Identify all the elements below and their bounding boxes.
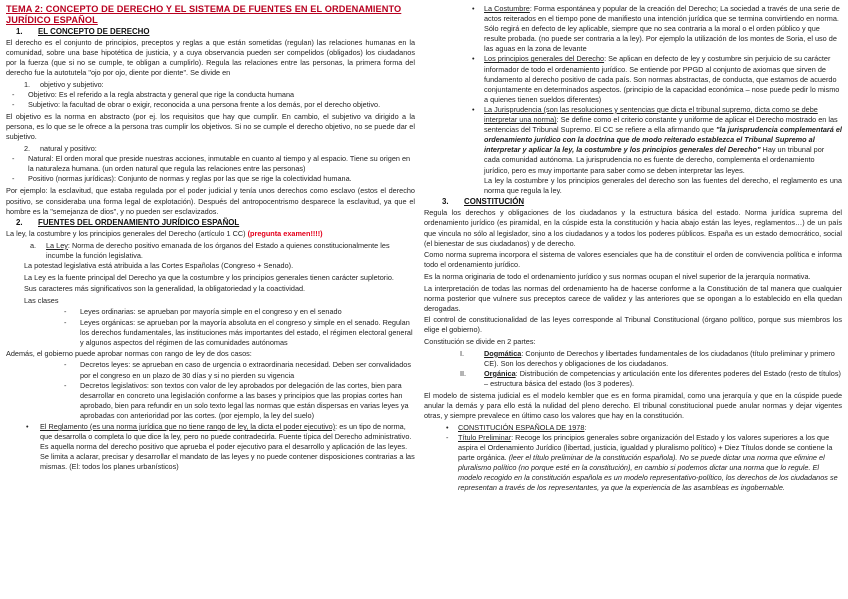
item-text: Es el referido a la regla abstracta y general que rige la conducta humana [56, 90, 295, 100]
item-marker: 1. [24, 79, 31, 89]
document-title: TEMA 2: CONCEPTO DE DERECHO Y EL SISTEMA DE FUENTES EN EL ORDENAMIENTO JURÍDICO ESPAÑOL [6, 4, 402, 25]
bullet-item [424, 54, 842, 104]
item-label: La Ley [46, 240, 68, 250]
item-text: Decretos legislativos: son textos con valor de ley aprobados por delegación de las cortes, bien para desarrollar en concreto una legislación conforme a las bases y principios que las propias cortes han aprobado, bien para refundir en un solo texto legal las normas que están dispersas en varias leyes ya aprobadas con anterioridad por las cortes. (por ejemplo, la ley del suelo) [80, 380, 409, 420]
section-number: 3. [442, 197, 449, 207]
item-text: : Conjunto de Derechos y libertades fundamentales de los ciudadanos (título preliminar y primero CE). Son los derechos y obligaciones de los ciudadanos. [484, 348, 835, 368]
quoted-article: "la jurisprudencia complementará el ordenamiento jurídico con la doctrina que de modo reiterado establezca el Tribunal Supremo al interpretar y aplicar la ley, la costumbre y los principios generales del Derecho" [484, 125, 842, 155]
item-marker: - [12, 90, 15, 100]
item-label: Los principios generales del Derecho [484, 54, 605, 64]
paragraph: La ley la costumbre y los principios generales del derecho son las fuentes del derecho, el reglamento es una norma que regula la ley. [484, 175, 842, 195]
paragraph: La Ley es la fuente principal del Derecho ya que la costumbre y los principios generales tienen carácter supletorio. [24, 272, 394, 282]
item-label: La Costumbre [484, 4, 530, 13]
item-label: Positivo (normas jurídicas): [28, 174, 116, 184]
item-text: : Norma de derecho positivo emanada de los órganos del Estado a quienes constitucionalmente les incumbe la función legislativa. [46, 240, 390, 260]
dash-item [6, 174, 415, 184]
item-label: La Jurisprudencia (son las resoluciones y sentencias que dicta el tribunal supremo, dicta como se debe interpretar una norma) [484, 104, 818, 125]
paragraph: El objetivo es la norma en abstracto (por ej. los requisitos que hay que cumplir. En cambio, el subjetivo va dirigido a la persona, es lo que se le ofrece a la persona tras cumplir los objetivos. Si no se cumple el derecho objetivo, no se puede dar el subjetivo. [6, 112, 415, 142]
item-text: la facultad de obrar o exigir, reconocida a una persona frente a los demás, por el derecho objetivo. [60, 100, 381, 110]
dash-item [6, 381, 415, 421]
exam-note: (pregunta examen!!!!) [247, 229, 323, 239]
paragraph: El derecho es el conjunto de principios, preceptos y reglas a que están sometidas (regulan) las relaciones humanas en la comunidad, sobre una base hipotética de justicia, y a cuya observancia pueden ser compelidos (obligados) los ciudadanos por la fuerza (que si no se cumple, te obligan a cumplirlo). Regula las relaciones entre las personas, la primera forma del derecho fue la autotutela "ojo por ojo, diente por diente". Se divide en [6, 38, 415, 78]
paragraph: La potestad legislativa está atribuida a las Cortes Españolas (Congreso + Senado). [24, 261, 294, 271]
section-title: CONSTITUCIÓN [464, 197, 525, 207]
bullet-item [424, 423, 842, 433]
italic-note: (leer el título preliminar de la constitución española). No se puede dictar una norma que elimine el pluralismo político (no porque esté en la constitución), en cambio si podemos dictar una norma que lo regule. El modelo recogido en la constitución española es un modelo representativo-político, los derechos de los ciudadanos se representan a través de los representantes, ya que la experiencia de las asambleas es ingobernable. [458, 453, 838, 493]
item-marker: • [472, 104, 475, 114]
item-marker: - [64, 317, 67, 327]
item-text: Decretos leyes: se aprueban en caso de urgencia o extraordinaria necesidad. Deben ser convalidados por el congreso en un plazo de 30 días y si no pierden su vigencia [80, 360, 411, 380]
right-column [424, 4, 842, 493]
item-marker: I. [460, 348, 465, 358]
dash-item [6, 90, 415, 100]
item-marker: - [446, 432, 449, 442]
item-marker: • [446, 422, 449, 432]
item-text: : Se aplican en defecto de ley y costumbre sin perjuicio de su carácter informador de todo el ordenamiento jurídico. Se entiende por PPGD al conjunto de axiomas que sirven de fundamento al derecho positivo de cada país. Son normas abstractas, de conducta, que estamos de acuerdo conjuntamente en determinados aspectos. (principio de la capacidad económica – nose puede pedir lo mismo a quienes tienen sueldos diferentes) [484, 54, 840, 104]
paragraph [6, 229, 415, 239]
dash-item [6, 100, 415, 110]
paragraph: El modelo de sistema judicial es el modelo kembler que es en forma piramidal, como una jerarquía y que en la cúspide puede anular la demás y para ello está la nulidad del pleno derecho. El tribunal constitucional puede anular normas y dejar vigentes otras, y siempre prevalece en último caso los valores que hay en la constitución. [424, 390, 842, 421]
item-text: : Distribución de competencias y articulación ente los diferentes poderes del Estado (resto de títulos) – estructura básica del estado (los 3 poderes). [484, 368, 841, 388]
paragraph: Es la norma originaria de todo el ordenamiento jurídico y sus normas ocupan el nivel superior de la jerarquía normativa. [424, 271, 811, 281]
dash-item [6, 318, 415, 348]
section-title: FUENTES DEL ORDENAMIENTO JURÍDICO ESPAÑOL [38, 218, 240, 228]
section-title: EL CONCEPTO DE DERECHO [38, 27, 150, 36]
item-marker: - [12, 154, 15, 164]
section-heading [424, 197, 842, 207]
left-column [6, 4, 415, 472]
roman-item [424, 349, 842, 369]
item-text: : [584, 422, 587, 432]
item-text: : es un tipo de norma, que desarrolla o completa lo que dice la ley, pero no puede contradecirla. Fuente típica del Derecho administrativo. Es aquella norma del derecho positivo que aprueba el poder ejecutivo para el desarrollo y aplicación de las leyes. Se limita a aclarar, precisar y desarrollar el mandato de las leyes y no puede contener disposiciones contrarias a las mismas. (El: todos los planes urbanísticos) [40, 421, 415, 472]
item-text: objetivo y subjetivo: [40, 79, 104, 89]
item-text: : Se define como el criterio constante y uniforme de aplicar el Derecho mostrado en las sentencias del Tribunal Supremo. El CC se refiere a ella afirmando que [484, 115, 838, 135]
dash-item [424, 433, 842, 494]
item-marker: 2. [24, 144, 31, 154]
dash-item [6, 307, 415, 317]
dash-item [6, 154, 415, 174]
section-number: 2. [16, 218, 23, 228]
lettered-item [6, 241, 415, 261]
item-label: Subjetivo: [28, 100, 61, 110]
item-label: Título Preliminar [458, 432, 512, 442]
paragraph: Sus caracteres más significativos son la generalidad, la obligatoriedad y la coactividad. [24, 284, 306, 294]
bullet-item [424, 4, 842, 54]
item-text: El orden moral que preside nuestras acciones, inmutable en cuanto al tiempo y al espacio. Tiene su origen en la naturaleza humana. (un orden natural que regula las relaciones entre las personas) [28, 154, 411, 174]
item-marker: - [64, 380, 67, 390]
item-text: Conjunto de normas y reglas por las que se rige la colectividad humana. [116, 174, 352, 184]
item-label: Objetivo: [28, 90, 57, 100]
item-marker: II. [460, 368, 467, 378]
bullet-item [424, 105, 842, 176]
section-number: 1. [16, 27, 23, 36]
item-marker: • [26, 421, 29, 431]
section-heading [6, 218, 415, 228]
item-marker: - [12, 100, 15, 110]
item-label: CONSTITUCIÓN ESPAÑOLA DE 1978 [458, 422, 585, 432]
paragraph: Las clases [24, 295, 59, 305]
item-label: Dogmática [484, 348, 522, 358]
item-text: natural y positivo: [40, 144, 97, 154]
paragraph-text: La ley, la costumbre y los principios generales del Derecho (artículo 1 CC) [6, 229, 248, 239]
item-marker: • [472, 4, 475, 13]
paragraph: Constitución se divide en 2 partes: [424, 337, 536, 346]
item-label: Natural: [28, 154, 54, 164]
paragraph: Regula los derechos y obligaciones de los ciudadanos y la estructura básica del estado. Norma jurídica suprema del ordenamiento jurídico (es piramidal, en la cúspide esta la constitución y hacia abajo están las leyes, reglamentos…) de un país que vincula no sólo al legislador, sino a los ciudadanos y a todos los poderes públicos. España es un estado democrático, social (el bienestar de sus ciudadanos) y de derecho. [424, 208, 842, 248]
item-marker: - [12, 174, 15, 184]
item-text: : Recoge los principios generales sobre organización del Estado y los valores superiores a los que aspira el Ordenamiento Jurídico (libertad, justicia, igualdad y pluralismo político) + Diez Títulos donde se contiene la parte orgánica. [458, 432, 833, 463]
item-marker: - [64, 360, 67, 370]
item-label: Orgánica [484, 368, 516, 378]
item-marker: • [472, 54, 475, 64]
paragraph: El control de constitucionalidad de las leyes corresponde al Tribunal Constitucional (órgano político, porque sus miembros los elige el gobierno). [424, 315, 842, 335]
numbered-item [6, 80, 415, 90]
item-text: : Forma espontánea y popular de la creación del Derecho; La sociedad a través de una serie de actos reiterados en el tiempo pone de manifiesto una intención jurídica que se termina convirtiendo en norma. Sólo regirá en defecto de ley aplicable, siempre que no sea contraria a la moral o el orden público y que resulte probada. (no puede ser contraria a la ley). Por ejemplo la utilización de los montes de Soria, el uso de las aguas en la zona de levante [484, 4, 840, 54]
roman-item [424, 369, 842, 389]
bullet-item [6, 422, 415, 472]
item-marker: - [64, 307, 67, 317]
paragraph: Por ejemplo: la esclavitud, que estaba regulada por el poder judicial y tenía unos derechos como esclavo (estos el derecho positivo, se consideraba una forma legal de explotación). Después del antropocentrismo desparece la esclavitud, ya que el hombre es la "semejanza de dios", y no pueden ser esclavizados. [6, 186, 415, 216]
item-label: El Reglamento (es una norma jurídica que no tiene rango de ley, la dicta el poder ejecutivo) [40, 421, 336, 431]
paragraph: Como norma suprema incorpora el sistema de valores esenciales que ha de constituir el orden de convivencia política e informa todo el ordenamiento jurídico. [424, 250, 842, 270]
paragraph: La interpretación de todas las normas del ordenamiento ha de hacerse conforme a la Constitución de tal manera que cualquier norma posterior que vulnere sus preceptos carece de validez y las anteriores que se opongan a lo establecido en ella quedan derogadas. [424, 283, 842, 313]
dash-item [6, 360, 415, 380]
paragraph: Además, el gobierno puede aprobar normas con rango de ley de dos casos: [6, 348, 252, 358]
item-text: Leyes orgánicas: se aprueban por la mayoría absoluta en el congreso y simple en el senado. Regulan los derechos fundamentales, las instituciones más importantes del estado, el régimen electoral general y algunos aspectos del régimen de las comunidades autónomas [80, 317, 413, 347]
item-text: Leyes ordinarias: se aprueban por mayoría simple en el congreso y en el senado [80, 307, 342, 317]
section-heading [6, 27, 415, 37]
numbered-item [6, 144, 415, 154]
item-text: Hay un tribunal por cada comunidad autónoma. La jurisprudencia no es fuente de derecho, complementa el ordenamiento jurídico, pero es muy importante para saber como se deben interpretar las leyes. [484, 145, 825, 175]
item-marker: a. [30, 240, 37, 250]
